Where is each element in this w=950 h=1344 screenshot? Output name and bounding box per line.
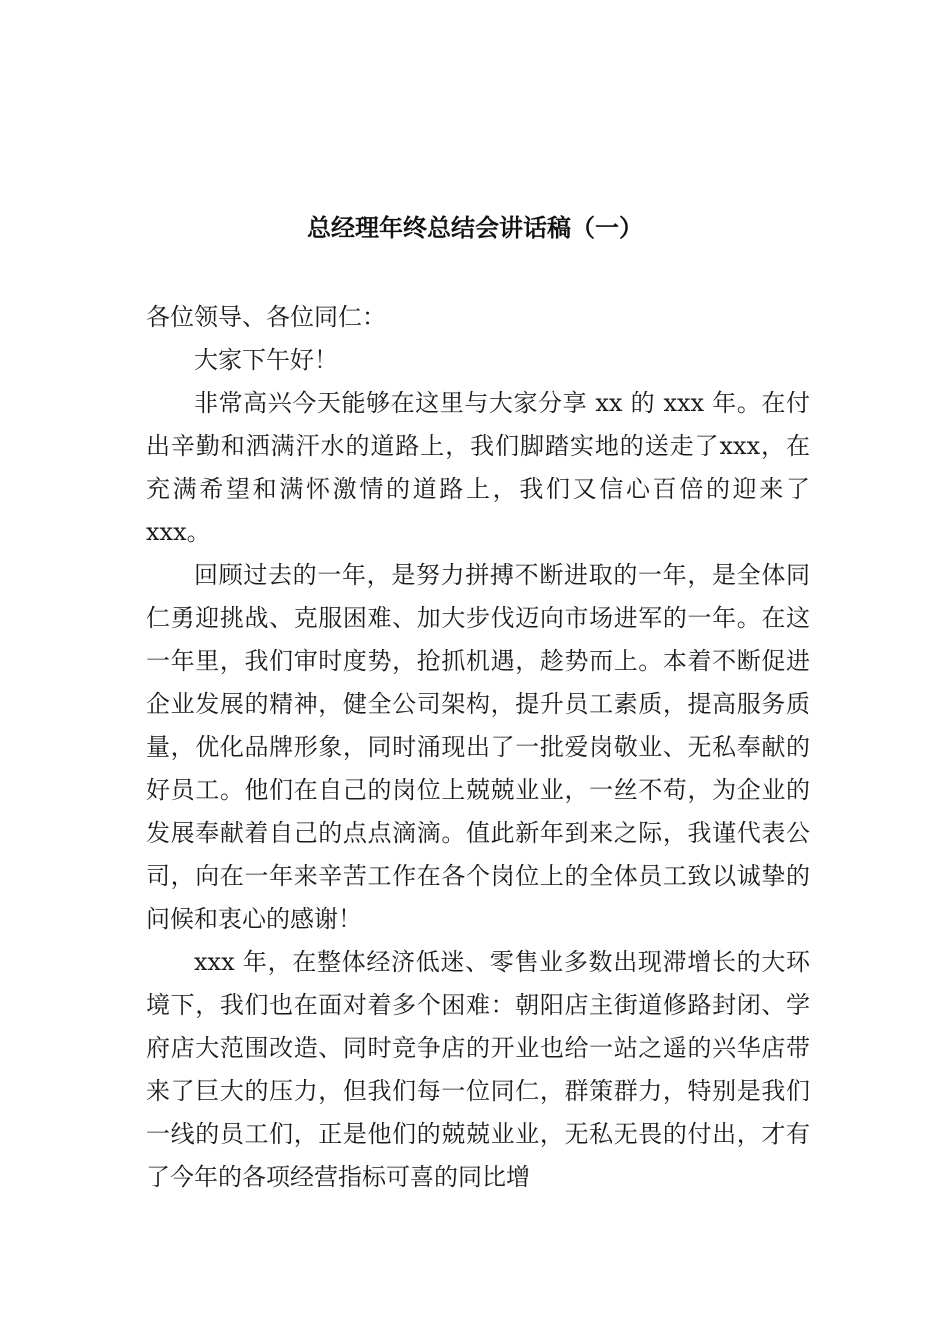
paragraph-greeting: 大家下午好！ [194,346,338,374]
salutation: 各位领导、各位同仁： [146,303,386,331]
document-title: 总经理年终总结会讲话稿（一） [307,213,643,242]
document-body [146,296,810,1199]
paragraph-review: 回顾过去的一年，是努力拼搏不断进取的一年，是全体同仁勇迎挑战、克服困难、加大步伐迈向市场进军的一年。在这一年里，我们审时度势，抢抓机遇，趁势而上。本着不断促进企业发展的精神，健全公司架构，提升员工素质，提高服务质量，优化品牌形象，同时涌现出了一批爱岗敬业、无私奉献的好员工。他们在自己的岗位上兢兢业业，一丝不苟，为企业的发展奉献着自己的点点滴滴。值此新年到来之际，我谨代表公司，向在一年来辛苦工作在各个岗位上的全体员工致以诚挚的问候和衷心的感谢！ [146,561,810,933]
paragraph-intro: 非常高兴今天能够在这里与大家分享 xx 的 xxx 年。在付出辛勤和洒满汗水的道路上，我们脚踏实地的送走了xxx，在充满希望和满怀激情的道路上，我们又信心百倍的迎来了 xxx。 [146,389,810,546]
paragraph-challenges: xxx 年，在整体经济低迷、零售业多数出现滞增长的大环境下，我们也在面对着多个困难：朝阳店主街道修路封闭、学府店大范围改造、同时竞争店的开业也给一站之遥的兴华店带来了巨大的压力，但我们每一位同仁，群策群力，特别是我们一线的员工们，正是他们的兢兢业业，无私无畏的付出，才有了今年的各项经营指标可喜的同比增 [146,948,810,1191]
